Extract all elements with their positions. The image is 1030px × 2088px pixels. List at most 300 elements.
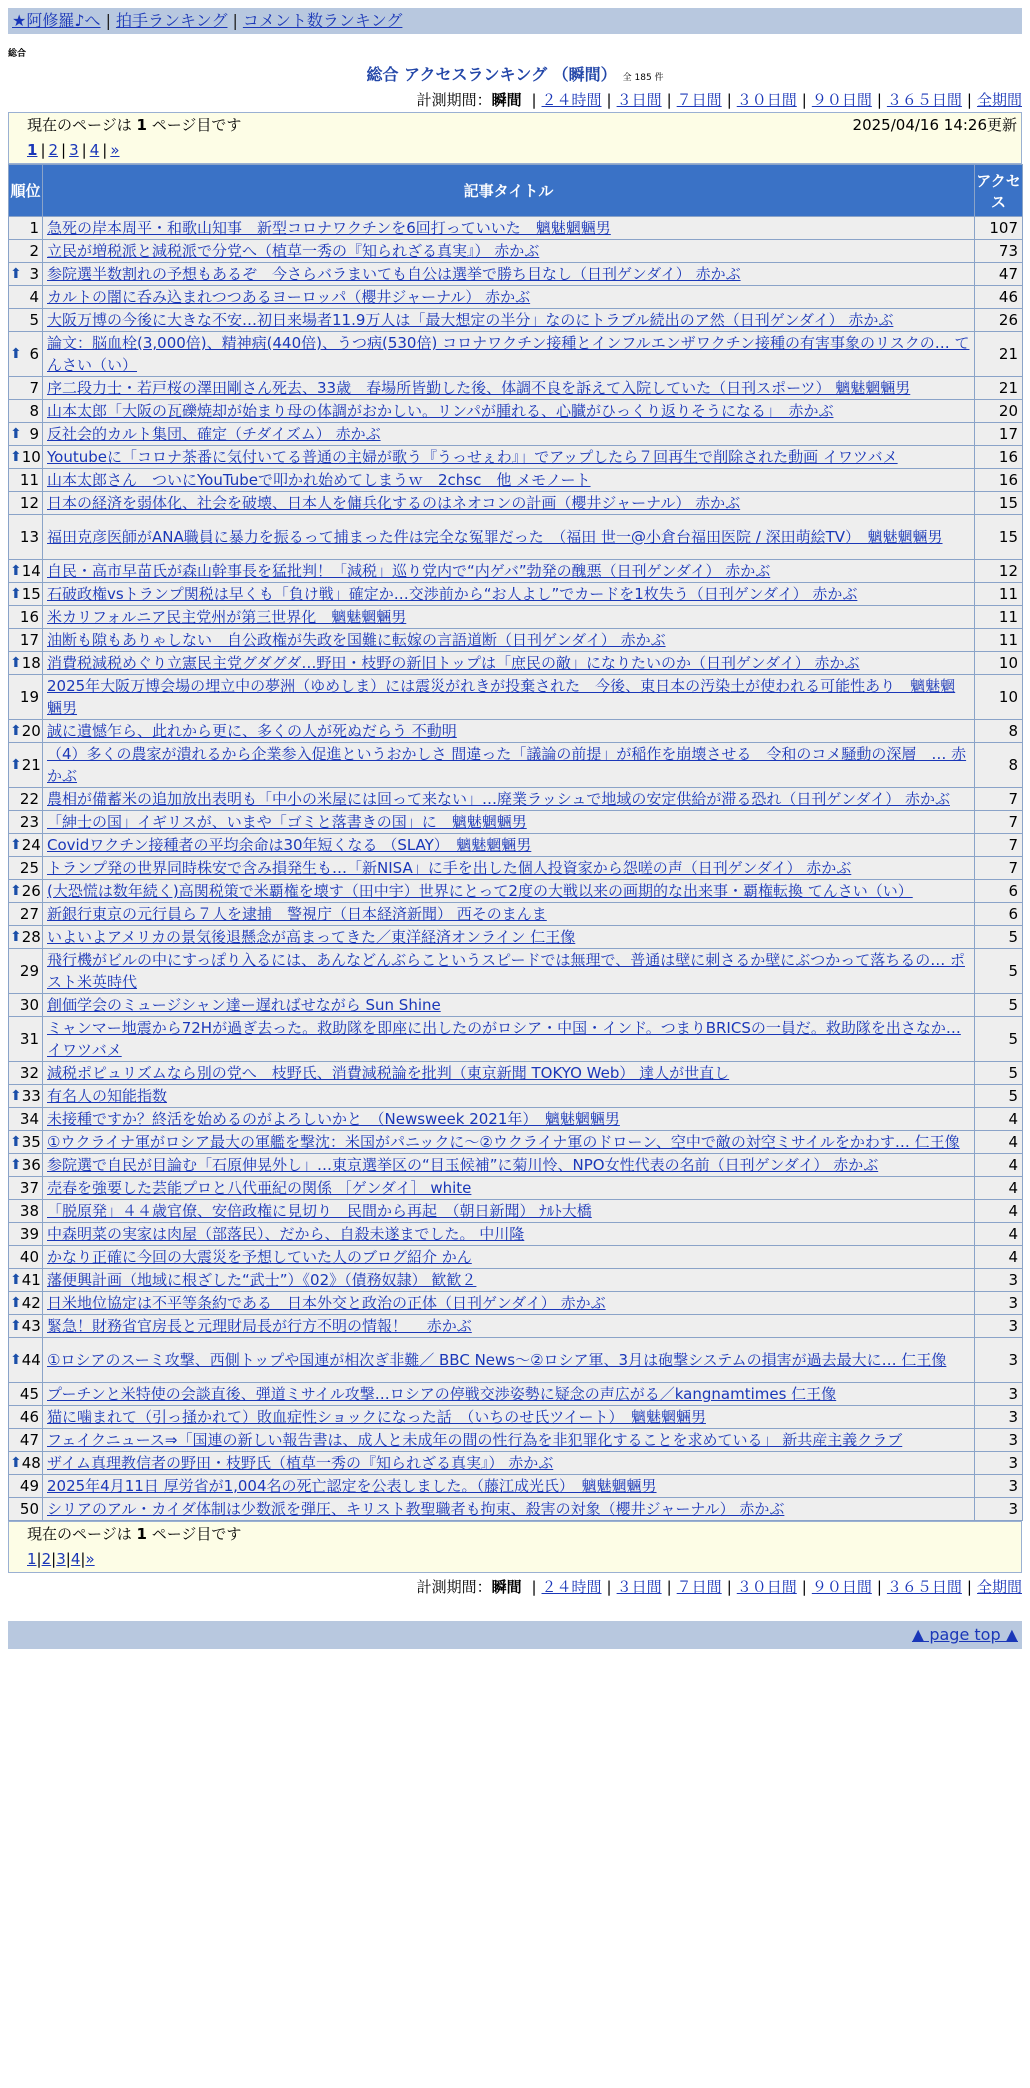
page-separator: |: [36, 1550, 42, 1568]
access-count: 4: [975, 1177, 1023, 1200]
title-cell: [43, 492, 975, 515]
rank-number: 23: [19, 813, 39, 831]
rank-number: 6: [29, 345, 39, 363]
period-link[interactable]: ９０日間: [811, 91, 872, 109]
rank-number: 38: [19, 1202, 39, 1220]
page-status: [27, 1525, 241, 1543]
rank-cell: [9, 994, 43, 1017]
article-title-link[interactable]: 「脱原発」４４歳官僚、安倍政権に見切り 民間から再起 （朝日新聞） ﾅﾙﾄ大橋: [47, 1202, 592, 1220]
rank-cell: [9, 1475, 43, 1498]
access-count: 8: [975, 720, 1023, 743]
title-cell: [43, 240, 975, 263]
ranking-row: [9, 880, 1023, 903]
period-separator: |: [666, 91, 672, 109]
ranking-table: [8, 164, 1023, 1521]
footer-bar: [8, 1621, 1022, 1649]
clap-ranking-link[interactable]: 拍手ランキング: [115, 11, 228, 30]
page-link-current[interactable]: 1: [27, 1550, 37, 1568]
rank-cell: [9, 1131, 43, 1154]
rank-cell: [9, 1154, 43, 1177]
ranking-row: [9, 1154, 1023, 1177]
ranking-row: [9, 606, 1023, 629]
article-title-link[interactable]: Youtubeに「コロナ茶番に気付いてる普通の主婦が歌う『うっせぇわ』」でアップしたら７回再生で削除された動画 イワツバメ: [47, 448, 898, 466]
ranking-row: [9, 492, 1023, 515]
period-links: [526, 91, 1022, 109]
period-label: 計測期間：: [416, 1578, 492, 1596]
rank-number: 5: [29, 311, 39, 329]
title-cell: [43, 788, 975, 811]
ranking-row: [9, 446, 1023, 469]
next-page-link[interactable]: »: [85, 1550, 95, 1568]
page-link[interactable]: 2: [41, 1550, 52, 1568]
pagination: [27, 138, 1017, 163]
period-link[interactable]: ３６５日間: [886, 1578, 962, 1596]
article-title-link[interactable]: 序二段力士・若戸桜の澤田剛さん死去、33歳 春場所皆勤した後、体調不良を訴えて入院していた（日刊スポーツ） 魑魅魍魎男: [47, 379, 911, 397]
rank-cell: [9, 286, 43, 309]
period-links: [526, 1578, 1022, 1596]
rank-cell: [9, 1498, 43, 1521]
page-status: [27, 113, 241, 138]
article-title-link[interactable]: 藩便興計画（地域に根ざした“武士”）《02》（債務奴隷） 歓歓２: [47, 1271, 477, 1289]
title-header: 記事タイトル: [43, 165, 975, 217]
page-status-number: 1: [136, 1525, 147, 1543]
page-status-suffix: ページ目です: [151, 116, 242, 134]
access-count: 10: [975, 652, 1023, 675]
access-count: 20: [975, 400, 1023, 423]
rank-number: 2: [29, 242, 39, 260]
ranking-row: [9, 1475, 1023, 1498]
period-link[interactable]: ３６５日間: [886, 91, 962, 109]
article-title-link[interactable]: ①ロシアのスーミ攻撃、西側トップや国連が相次ぎ非難／ BBC News～②ロシア軍、3月は砲撃システムの損害が過去最大に… 仁王像: [47, 1351, 947, 1369]
ranking-row: [9, 1062, 1023, 1085]
title-cell: [43, 903, 975, 926]
ranking-row: [9, 1383, 1023, 1406]
rank-number: 20: [21, 722, 41, 740]
article-title-link[interactable]: (大恐慌は数年続く)高関税策で米覇権を壊す（田中宇）世界にとって2度の大戦以来の画期的な出来事・覇権転換 てんさい（い）: [47, 882, 913, 900]
title-cell: [43, 606, 975, 629]
title-cell: [43, 1269, 975, 1292]
ranking-row: [9, 286, 1023, 309]
access-count: 11: [975, 606, 1023, 629]
title-cell: [43, 1062, 975, 1085]
period-separator: |: [606, 1578, 612, 1596]
ranking-row: [9, 926, 1023, 949]
article-title-link[interactable]: 有名人の知能指数: [47, 1087, 168, 1105]
period-separator: |: [966, 1578, 972, 1596]
title-cell: [43, 1429, 975, 1452]
article-title-link[interactable]: 論文：脳血栓(3,000倍)、精神病(440倍)、うつ病(530倍) コロナワクチン接種とインフルエンザワクチン接種の有害事象のリスクの… てんさい（い）: [47, 334, 970, 374]
rank-up-icon: ⬆: [10, 266, 22, 282]
rank-cell: [9, 1269, 43, 1292]
period-link[interactable]: ３日間: [616, 1578, 662, 1596]
access-count: 47: [975, 263, 1023, 286]
access-count: 5: [975, 1017, 1023, 1062]
rank-cell: [9, 903, 43, 926]
ranking-row: [9, 1498, 1023, 1521]
rank-cell: [9, 834, 43, 857]
rank-number: 36: [21, 1156, 41, 1174]
ranking-row: [9, 1246, 1023, 1269]
title-cell: [43, 629, 975, 652]
ranking-row: [9, 1406, 1023, 1429]
total-count: 全 185 件: [622, 73, 664, 83]
article-title-link[interactable]: 飛行機がビルの中にすっぽり入るには、あんなどんぶらこというスピードでは無理で、普通は壁に刺さるか壁にぶつかって落ちるの… ポスト米英時代: [47, 951, 965, 991]
page-link[interactable]: 3: [69, 141, 79, 159]
rank-cell: [9, 880, 43, 903]
article-title-link[interactable]: ①ウクライナ軍がロシア最大の軍艦を撃沈：米国がパニックに～②ウクライナ軍のドローン、空中で敵の対空ミサイルをかわす… 仁王像: [47, 1133, 960, 1151]
ranking-row: [9, 903, 1023, 926]
access-count: 3: [975, 1475, 1023, 1498]
ranking-heading: [0, 62, 1030, 86]
article-title-link[interactable]: 大阪万博の今後に大きな不安…初日来場者11.9万人は「最大想定の半分」なのにトラブル続出のア然（日刊ゲンダイ） 赤かぶ: [47, 311, 894, 329]
access-count: 107: [975, 217, 1023, 240]
article-title-link[interactable]: 反社会的カルト集団、確定（チダイズム） 赤かぶ: [47, 425, 381, 443]
article-title-link[interactable]: ミャンマー地震から72Hが過ぎ去った。救助隊を即座に出したのがロシア・中国・インド。つまりBRICSの一員だ。救助隊を出さなか… イワツバメ: [47, 1019, 961, 1059]
rank-number: 44: [21, 1351, 41, 1369]
ranking-row: [9, 720, 1023, 743]
rank-up-icon: ⬆: [10, 837, 22, 853]
ranking-row: [9, 1452, 1023, 1475]
article-title-link[interactable]: 自民・高市早苗氏が森山幹事長を猛批判！「減税」巡り党内で“内ゲバ”勃発の醜悪（日刊ゲンダイ） 赤かぶ: [47, 562, 771, 580]
article-title-link[interactable]: （4）多くの農家が潰れるから企業参入促進というおかしさ 間違った「議論の前提」が稲作を崩壊させる 令和のコメ騒動の深層 … 赤かぶ: [47, 745, 967, 785]
rank-cell: [9, 743, 43, 788]
genre-label: 総合: [8, 49, 27, 59]
rank-cell: [9, 629, 43, 652]
title-cell: [43, 1498, 975, 1521]
rank-cell: [9, 583, 43, 606]
title-cell: [43, 720, 975, 743]
period-separator: |: [606, 91, 612, 109]
rank-cell: [9, 423, 43, 446]
next-page-link[interactable]: »: [110, 141, 120, 159]
access-count: 4: [975, 1131, 1023, 1154]
rank-number: 9: [29, 425, 39, 443]
period-link[interactable]: ３０日間: [736, 91, 797, 109]
access-count: 5: [975, 1062, 1023, 1085]
access-count: 4: [975, 1223, 1023, 1246]
rank-number: 29: [19, 962, 39, 980]
rank-cell: [9, 1429, 43, 1452]
article-title-link[interactable]: 石破政権vsトランプ関税は早くも「負け戦」確定か…交渉前から“お人よし”でカードを1枚失う（日刊ゲンダイ） 赤かぶ: [47, 585, 858, 603]
rank-up-icon: ⬆: [10, 757, 22, 773]
period-current: 瞬間: [491, 1578, 522, 1596]
period-selector-top: [8, 88, 1022, 112]
article-title-link[interactable]: 急死の岸本周平・和歌山知事 新型コロナワクチンを6回打っていいた 魑魅魍魎男: [47, 219, 611, 237]
rank-cell: [9, 1062, 43, 1085]
rank-number: 50: [19, 1500, 39, 1518]
access-count: 12: [975, 560, 1023, 583]
rank-cell: [9, 1223, 43, 1246]
access-count: 3: [975, 1406, 1023, 1429]
access-count: 16: [975, 469, 1023, 492]
period-link[interactable]: ３０日間: [736, 1578, 797, 1596]
rank-cell: [9, 515, 43, 560]
rank-cell: [9, 1108, 43, 1131]
title-cell: [43, 1085, 975, 1108]
article-title-link[interactable]: Covidワクチン接種者の平均余命は30年短くなる （SLAY） 魑魅魍魎男: [47, 836, 532, 854]
rank-up-icon: ⬆: [10, 1088, 22, 1104]
comment-ranking-link[interactable]: コメント数ランキング: [242, 11, 403, 30]
top-nav-bar: [8, 8, 1022, 34]
rank-cell: [9, 332, 43, 377]
article-title-link[interactable]: 日米地位協定は不平等条約である 日本外交と政治の正体（日刊ゲンダイ） 赤かぶ: [47, 1294, 606, 1312]
page-separator: |: [65, 1550, 71, 1568]
rank-number: 46: [19, 1408, 39, 1426]
title-cell: [43, 1383, 975, 1406]
page-separator: |: [102, 141, 108, 159]
article-title-link[interactable]: 新銀行東京の元行員ら７人を逮捕 警視庁（日本経済新聞） 西そのまんま: [47, 905, 547, 923]
access-count: 26: [975, 309, 1023, 332]
access-count: 3: [975, 1498, 1023, 1521]
period-link[interactable]: ７日間: [676, 91, 722, 109]
access-count: 11: [975, 629, 1023, 652]
period-label: 計測期間：: [416, 91, 492, 109]
pagination: [27, 1547, 1017, 1572]
title-cell: [43, 423, 975, 446]
title-cell: [43, 515, 975, 560]
rank-number: 18: [21, 654, 41, 672]
period-separator: |: [531, 91, 537, 109]
article-title-link[interactable]: 2025年大阪万博会場の埋立中の夢洲（ゆめしま）には震災がれきが投棄された 今後、東日本の汚染土が使われる可能性あり 魑魅魍魎男: [47, 677, 956, 717]
article-title-link[interactable]: トランプ発の世界同時株安で含み損発生も…「新NISA」に手を出した個人投資家から怨嗟の声（日刊ゲンダイ） 赤かぶ: [47, 859, 852, 877]
rank-up-icon: ⬆: [10, 1295, 22, 1311]
article-title-link[interactable]: 「紳士の国」イギリスが、いまや「ゴミと落書きの国」に 魑魅魍魎男: [47, 813, 527, 831]
rank-cell: [9, 788, 43, 811]
article-title-link[interactable]: シリアのアル・カイダ体制は少数派を弾圧、キリスト教聖職者も拘束、殺害の対象（櫻井ジャーナル） 赤かぶ: [47, 1500, 785, 1518]
title-cell: [43, 1338, 975, 1383]
rank-number: 8: [29, 402, 39, 420]
rank-number: 40: [19, 1248, 39, 1266]
ranking-row: [9, 1223, 1023, 1246]
access-count: 15: [975, 515, 1023, 560]
access-count: 73: [975, 240, 1023, 263]
ranking-row: [9, 788, 1023, 811]
period-separator: |: [801, 91, 807, 109]
article-title-link[interactable]: 福田克彦医師がANA職員に暴力を振るって捕まった件は完全な冤罪だった （福田 世一@小倉台福田医院 / 深田萌絵TV） 魑魅魍魎男: [47, 528, 943, 546]
rank-number: 21: [21, 756, 41, 774]
ranking-title: 総合 アクセスランキング （瞬間）: [366, 65, 617, 84]
rank-cell: [9, 1017, 43, 1062]
title-cell: [43, 1131, 975, 1154]
rank-cell: [9, 1200, 43, 1223]
ranking-row: [9, 1315, 1023, 1338]
page-link[interactable]: 4: [70, 1550, 81, 1568]
rank-number: 25: [19, 859, 39, 877]
ranking-row: [9, 377, 1023, 400]
page-top-link[interactable]: ▲ page top ▲: [911, 1625, 1018, 1644]
article-title-link[interactable]: ザイム真理教信者の野田・枝野氏（植草一秀の『知られざる真実』） 赤かぶ: [47, 1454, 554, 1472]
access-count: 4: [975, 1200, 1023, 1223]
ranking-row: [9, 675, 1023, 720]
rank-number: 35: [21, 1133, 41, 1151]
rank-cell: [9, 309, 43, 332]
rank-number: 45: [19, 1385, 39, 1403]
period-separator: |: [966, 91, 972, 109]
period-link[interactable]: ７日間: [676, 1578, 722, 1596]
rank-cell: [9, 469, 43, 492]
ranking-row: [9, 743, 1023, 788]
period-link[interactable]: ３日間: [616, 91, 662, 109]
article-title-link[interactable]: 売春を強要した芸能プロと八代亜紀の関係 ［ゲンダイ］ white: [47, 1179, 472, 1197]
ranking-row: [9, 332, 1023, 377]
rank-cell: [9, 400, 43, 423]
access-count: 3: [975, 1269, 1023, 1292]
title-cell: [43, 1154, 975, 1177]
rank-up-icon: ⬆: [10, 426, 22, 442]
ranking-row: [9, 1108, 1023, 1131]
title-cell: [43, 469, 975, 492]
updated-time: 2025/04/16 14:26更新: [852, 116, 1017, 134]
article-title-link[interactable]: 消費税減税めぐり立憲民主党グダグダ…野田・枝野の新旧トップは「庶民の敵」になりたいのか（日刊ゲンダイ） 赤かぶ: [47, 654, 860, 672]
title-cell: [43, 400, 975, 423]
ranking-row: [9, 857, 1023, 880]
ranking-row: [9, 1177, 1023, 1200]
period-current: 瞬間: [491, 91, 522, 109]
access-count: 3: [975, 1383, 1023, 1406]
article-title-link[interactable]: かなり正確に今回の大震災を予想していた人のブログ紹介 かん: [47, 1248, 472, 1266]
access-count: 4: [975, 1108, 1023, 1131]
page-status-prefix: 現在のページは: [27, 1525, 132, 1543]
ranking-row: [9, 652, 1023, 675]
pager-bottom: [8, 1521, 1022, 1573]
period-link[interactable]: 全期間: [976, 91, 1022, 109]
ranking-row: [9, 263, 1023, 286]
rank-up-icon: ⬆: [10, 1157, 22, 1173]
access-count: 3: [975, 1292, 1023, 1315]
ranking-row: [9, 400, 1023, 423]
ranking-row: [9, 949, 1023, 994]
ranking-row: [9, 994, 1023, 1017]
article-title-link[interactable]: 創価学会のミュージシャン達ー遅ればせながら Sun Shine: [47, 996, 441, 1014]
ranking-row: [9, 515, 1023, 560]
home-link[interactable]: ★阿修羅♪へ: [12, 11, 101, 30]
article-title-link[interactable]: 米カリフォルニア民主党州が第三世界化 魑魅魍魎男: [47, 608, 407, 626]
title-cell: [43, 377, 975, 400]
rank-number: 31: [19, 1030, 39, 1048]
ranking-row: [9, 560, 1023, 583]
article-title-link[interactable]: 参院選で自民が目論む「石原伸晃外し」…東京選挙区の“目玉候補”に菊川怜、NPO女性代表の名前（日刊ゲンダイ） 赤かぶ: [47, 1156, 879, 1174]
rank-number: 32: [19, 1064, 39, 1082]
rank-number: 1: [29, 219, 39, 237]
title-cell: [43, 1177, 975, 1200]
period-selector-bottom: [8, 1575, 1022, 1599]
period-separator: |: [876, 1578, 882, 1596]
access-count: 46: [975, 286, 1023, 309]
access-count: 10: [975, 675, 1023, 720]
ranking-row: [9, 834, 1023, 857]
article-title-link[interactable]: 中森明菜の実家は肉屋（部落民）、だから、自殺未遂までした。 中川隆: [47, 1225, 525, 1243]
access-count: 5: [975, 926, 1023, 949]
period-link[interactable]: ９０日間: [811, 1578, 872, 1596]
pager-top: [8, 112, 1022, 164]
article-title-link[interactable]: いよいよアメリカの景気後退懸念が高まってきた／東洋経済オンライン 仁王像: [47, 928, 576, 946]
title-cell: [43, 1452, 975, 1475]
rank-cell: [9, 1292, 43, 1315]
rank-up-icon: ⬆: [10, 346, 22, 362]
rank-number: 10: [21, 448, 41, 466]
title-cell: [43, 446, 975, 469]
rank-number: 12: [19, 494, 39, 512]
article-title-link[interactable]: 油断も隙もありゃしない 自公政権が失政を国難に転嫁の言語道断（日刊ゲンダイ） 赤かぶ: [47, 631, 666, 649]
article-title-link[interactable]: 2025年4月11日 厚労省が1,004名の死亡認定を公表しました。（藤江成光氏） 魑魅魍魎男: [47, 1477, 657, 1495]
page-link[interactable]: 2: [48, 141, 59, 159]
period-link[interactable]: ２４時間: [541, 91, 602, 109]
access-count: 4: [975, 1154, 1023, 1177]
ranking-row: [9, 1269, 1023, 1292]
title-cell: [43, 857, 975, 880]
ranking-row: [9, 423, 1023, 446]
access-count: 5: [975, 949, 1023, 994]
article-title-link[interactable]: 立民が増税派と減税派で分党へ（植草一秀の『知られざる真実』） 赤かぶ: [47, 242, 540, 260]
page-status-number: 1: [136, 116, 147, 134]
article-title-link[interactable]: 誠に遺憾乍ら、此れから更に、多くの人が死ぬだらう 不動明: [47, 722, 457, 740]
access-count: 8: [975, 743, 1023, 788]
rank-number: 11: [19, 471, 39, 489]
rank-number: 47: [19, 1431, 39, 1449]
period-link[interactable]: ２４時間: [541, 1578, 602, 1596]
ranking-row: [9, 1131, 1023, 1154]
ranking-row: [9, 1017, 1023, 1062]
rank-number: 14: [21, 562, 41, 580]
rank-number: 22: [19, 790, 39, 808]
page-separator: |: [61, 141, 67, 159]
rank-cell: [9, 926, 43, 949]
article-title-link[interactable]: 山本太郎「大阪の瓦礫焼却が始まり母の体調がおかしい。リンパが腫れる、心臓がひっくり返りそうになる」 赤かぶ: [47, 402, 834, 420]
article-title-link[interactable]: カルトの闇に呑み込まれつつあるヨーロッパ（櫻井ジャーナル） 赤かぶ: [47, 288, 531, 306]
title-cell: [43, 811, 975, 834]
rank-cell: [9, 720, 43, 743]
rank-cell: [9, 492, 43, 515]
period-link[interactable]: 全期間: [976, 1578, 1022, 1596]
ranking-row: [9, 309, 1023, 332]
article-title-link[interactable]: プーチンと米特使の会談直後、弾道ミサイル攻撃…ロシアの停戦交渉姿勢に疑念の声広がる／kangnamtimes 仁王像: [47, 1385, 837, 1403]
rank-cell: [9, 1452, 43, 1475]
rank-number: 19: [19, 688, 39, 706]
page-link-current[interactable]: 1: [27, 141, 38, 159]
article-title-link[interactable]: 緊急！財務省官房長と元理財局長が行方不明の情報！ 赤かぶ: [47, 1317, 472, 1335]
article-title-link[interactable]: 参院選半数割れの予想もあるぞ 今さらバラまいても自公は選挙で勝ち目なし（日刊ゲンダイ） 赤かぶ: [47, 265, 741, 283]
title-cell: [43, 652, 975, 675]
rank-up-icon: ⬆: [10, 1455, 22, 1471]
title-cell: [43, 217, 975, 240]
rank-up-icon: ⬆: [10, 883, 22, 899]
rank-number: 15: [21, 585, 41, 603]
rank-cell: [9, 263, 43, 286]
rank-number: 48: [21, 1454, 41, 1472]
ranking-row: [9, 629, 1023, 652]
title-cell: [43, 880, 975, 903]
access-count: 11: [975, 583, 1023, 606]
article-title-link[interactable]: 猫に噛まれて（引っ掻かれて）敗血症性ショックになった話 （いちのせ氏ツイート） 魑魅魍魎男: [47, 1408, 706, 1426]
page-link[interactable]: 3: [56, 1550, 66, 1568]
access-count: 6: [975, 880, 1023, 903]
title-cell: [43, 1246, 975, 1269]
article-title-link[interactable]: 日本の経済を弱体化、社会を破壊、日本人を傭兵化するのはネオコンの計画（櫻井ジャーナル） 赤かぶ: [47, 494, 741, 512]
access-count: 6: [975, 903, 1023, 926]
article-title-link[interactable]: 未接種ですか？終活を始めるのがよろしいかと （Newsweek 2021年） 魑魅魍魎男: [47, 1110, 620, 1128]
title-cell: [43, 332, 975, 377]
period-separator: |: [531, 1578, 537, 1596]
article-title-link[interactable]: フェイクニュース⇒「国連の新しい報告書は、成人と未成年の間の性行為を非犯罪化することを求めている」 新共産主義クラブ: [47, 1431, 903, 1449]
article-title-link[interactable]: 山本太郎さん ついにYouTubeで叩かれ始めてしまうｗ 2chsc 他 メモノート: [47, 471, 591, 489]
title-cell: [43, 1223, 975, 1246]
period-separator: |: [876, 91, 882, 109]
article-title-link[interactable]: 農相が備蓄米の追加放出表明も「中小の米屋には回って来ない」…廃業ラッシュで地域の安定供給が滞る恐れ（日刊ゲンダイ） 赤かぶ: [47, 790, 950, 808]
page-link[interactable]: 4: [89, 141, 100, 159]
article-title-link[interactable]: 減税ポピュリズムなら別の党へ 枝野氏、消費減税論を批判（東京新聞 TOKYO Web） 達人が世直し: [47, 1064, 730, 1082]
access-header: アクセス: [975, 165, 1023, 217]
access-count: 3: [975, 1452, 1023, 1475]
